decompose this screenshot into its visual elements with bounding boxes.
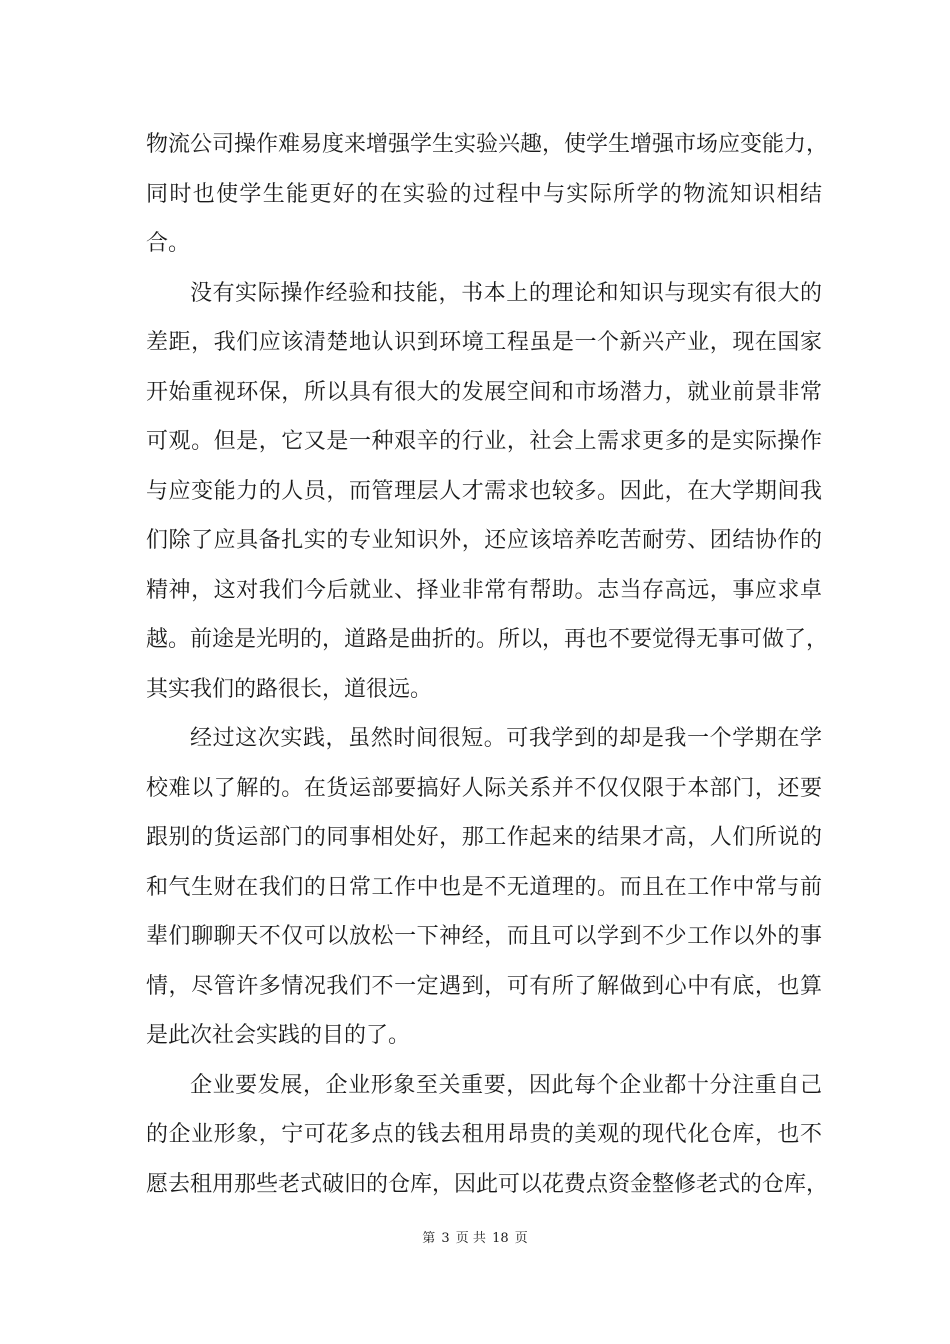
body-text	[146, 120, 829, 1209]
text-line: 可观。但是，它又是一种艰辛的行业，社会上需求更多的是实际操作	[146, 429, 822, 454]
footer-suffix: 页	[514, 1231, 528, 1246]
paragraph	[146, 1061, 829, 1210]
text-line: 辈们聊聊天不仅可以放松一下神经，而且可以学到不少工作以外的事	[146, 924, 822, 949]
text-line: 与应变能力的人员，而管理层人才需求也较多。因此，在大学期间我	[146, 478, 822, 504]
page-footer	[0, 1229, 950, 1249]
text-line: 越。前途是光明的，道路是曲折的。所以，再也不要觉得无事可做了，	[146, 627, 829, 652]
footer-middle: 页 共	[455, 1231, 486, 1246]
text-line: 精神，这对我们今后就业、择业非常有帮助。志当存高远，事应求卓	[146, 577, 822, 603]
paragraph	[146, 714, 822, 1061]
text-line: 差距，我们应该清楚地认识到环境工程虽是一个新兴产业，现在国家	[146, 330, 822, 355]
paragraph	[146, 269, 829, 715]
text-line: 情，尽管许多情况我们不一定遇到，可有所了解做到心中有底，也算	[146, 973, 822, 999]
text-line: 合。	[146, 231, 191, 256]
footer-prefix: 第	[422, 1231, 436, 1246]
text-line: 经过这次实践，虽然时间很短。可我学到的却是我一个学期在学	[190, 726, 822, 751]
text-line: 愿去租用那些老式破旧的仓库，因此可以花费点资金整修老式的仓库，	[146, 1171, 829, 1197]
footer-total-pages: 18	[492, 1231, 509, 1246]
text-line: 校难以了解的。在货运部要搞好人际关系并不仅仅限于本部门，还要	[146, 775, 822, 801]
text-line: 跟别的货运部门的同事相处好，那工作起来的结果才高，人们所说的	[146, 825, 822, 850]
text-line: 物流公司操作难易度来增强学生实验兴趣，使学生增强市场应变能力，	[146, 132, 829, 157]
text-line: 企业要发展，企业形象至关重要，因此每个企业都十分注重自己	[190, 1072, 822, 1098]
text-line: 同时也使学生能更好的在实验的过程中与实际所学的物流知识相结	[146, 181, 822, 207]
paragraph	[146, 120, 829, 269]
text-line: 是此次社会实践的目的了。	[146, 1023, 411, 1048]
text-line: 的企业形象，宁可花多点的钱去租用昂贵的美观的现代化仓库，也不	[146, 1122, 822, 1147]
text-line: 没有实际操作经验和技能，书本上的理论和知识与现实有很大的	[190, 280, 822, 306]
text-line: 们除了应具备扎实的专业知识外，还应该培养吃苦耐劳、团结协作的	[146, 528, 822, 553]
text-line: 其实我们的路很长，道很远。	[146, 676, 433, 702]
text-line: 开始重视环保，所以具有很大的发展空间和市场潜力，就业前景非常	[146, 379, 822, 405]
footer-page-number: 3	[441, 1231, 450, 1246]
text-line: 和气生财在我们的日常工作中也是不无道理的。而且在工作中常与前	[146, 874, 822, 900]
